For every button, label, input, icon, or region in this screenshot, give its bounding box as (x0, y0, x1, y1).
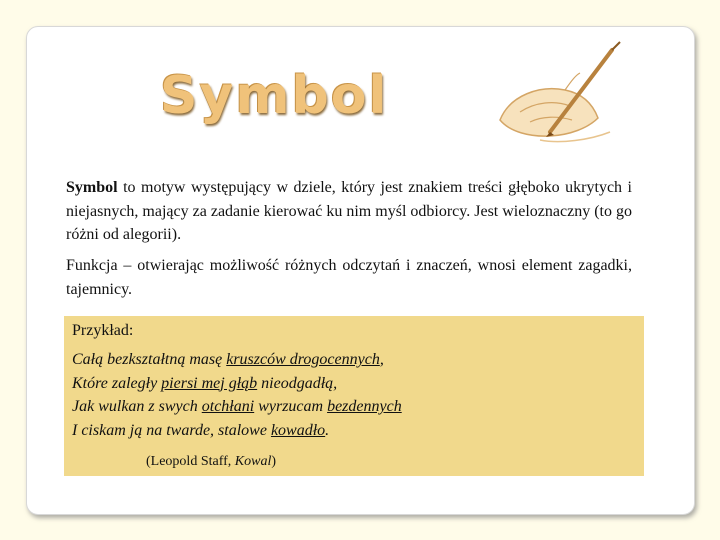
poem-line: Całą bezkształtną masę kruszców drogocennych, (72, 351, 384, 368)
definition-text: to motyw występujący w dziele, który jest znakiem treści głęboko ukrytych i niejasnych, mający za zadanie kierować ku nim myśl odbiorcy. Jest wieloznaczny (to go różni od alegorii). (66, 179, 632, 243)
definition-term: Symbol (66, 179, 118, 196)
underlined-phrase: bezdennych (327, 398, 402, 415)
poem-attribution: (Leopold Staff, Kowal) (146, 454, 277, 469)
poem (72, 348, 402, 442)
example-box (64, 316, 644, 476)
underlined-phrase: otchłani (201, 398, 255, 415)
underlined-phrase: kruszców drogocennych (226, 351, 380, 368)
poem-line: Które zaległy piersi mej głąb nieodgadłą, (72, 374, 338, 392)
definition-paragraph (66, 176, 632, 247)
hand-writing-icon (480, 40, 630, 150)
poem-line: I ciskam ją na twarde, stalowe kowadło. (72, 421, 330, 439)
poem-line: Jak wulkan z swych otchłani wyrzucam bezdennych (72, 398, 402, 415)
underlined-phrase: kowadło (270, 421, 326, 439)
poem-title: Kowal (234, 454, 272, 469)
slide-title: Symbol (160, 66, 389, 126)
function-paragraph: Funkcja – otwierając możliwość różnych odczytań i znaczeń, wnosi element zagadki, tajemnicy. (66, 257, 632, 298)
underlined-phrase: piersi mej głąb (161, 374, 258, 392)
example-heading: Przykład: (72, 322, 134, 339)
